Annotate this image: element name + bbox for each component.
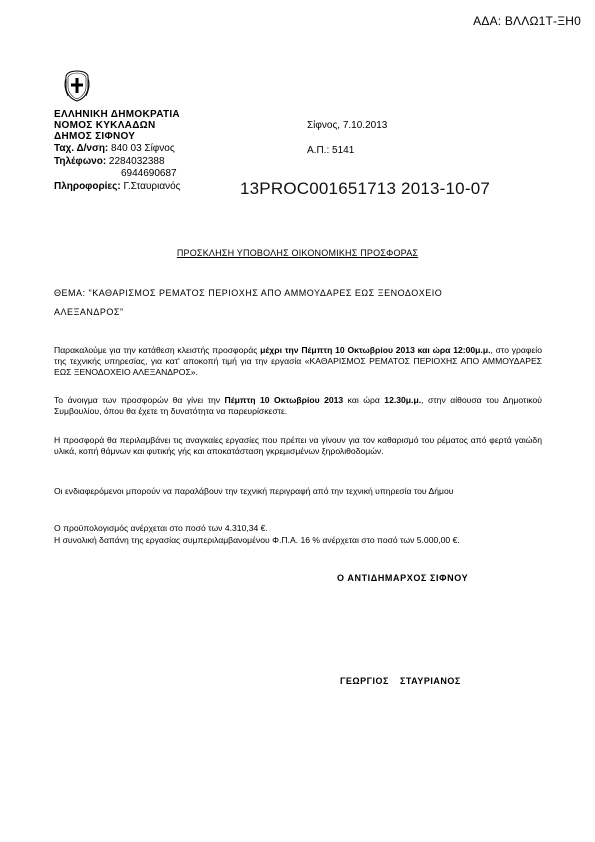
phone-line — [54, 156, 165, 167]
document-title: ΠΡΟΣΚΛΗΣΗ ΥΠΟΒΟΛΗΣ ΟΙΚΟΝΟΜΙΚΗΣ ΠΡΟΣΦΟΡΑΣ — [176, 248, 419, 258]
p2-text: Το άνοιγμα των προσφορών θα γίνει την — [54, 395, 225, 405]
header-municipality: ΔΗΜΟΣ ΣΙΦΝΟΥ — [54, 131, 136, 142]
header-republic: ΕΛΛΗΝΙΚΗ ΔΗΜΟΚΡΑΤΙΑ — [54, 109, 180, 120]
protocol-stamp: 13PROC001651713 2013-10-07 — [240, 179, 490, 198]
subject-line-2: ΑΛΕΞΑΝΔΡΟΣ” — [54, 307, 124, 317]
protocol-number: Α.Π.: 5141 — [307, 145, 355, 156]
phone-label: Τηλέφωνο: — [54, 156, 107, 167]
phone-value-2: 6944690687 — [121, 168, 177, 179]
address-line — [54, 143, 175, 154]
info-label: Πληροφορίες: — [54, 181, 121, 192]
paragraph-budget: Ο προϋπολογισμός ανέρχεται στο ποσό των 4.310,34 €. — [54, 523, 268, 533]
ada-code: ΑΔΑ: ΒΛΛΩ1Τ-ΞΗ0 — [473, 14, 581, 28]
p2-text-cont: , στην αίθουσα του Δημοτικού Συμβουλίου, όπου θα έχετε τη δυνατότητα να παρευρίσκεστε. — [54, 395, 542, 416]
paragraph-scope: Η προσφορά θα περιλαμβάνει τις αναγκαίες εργασίες που πρέπει να γίνουν για τον καθαρισμό του ρέματος από φερτά γαιώδη υλικά, κοπή θάμνων και φυτικής γής και αποκατάσταση γκρεμισμένων ξηρολιθοδομών. — [54, 435, 542, 456]
address-label: Ταχ. Δ/νση: — [54, 143, 109, 154]
subject-line-1: ΘΕΜΑ: "ΚΑΘΑΡΙΣΜΟΣ ΡΕΜΑΤΟΣ ΠΕΡΙΟΧΗΣ ΑΠΟ ΑΜΜΟΥΔΑΡΕΣ ΕΩΣ ΞΕΝΟΔΟΧΕΙΟ — [54, 288, 443, 298]
greek-emblem-icon — [64, 70, 90, 102]
p1-text: Παρακαλούμε για την κατάθεση κλειστής προσφοράς — [54, 345, 261, 355]
paragraph-submission — [54, 345, 542, 378]
p2-time: 12.30μ.μ. — [384, 395, 422, 405]
header-prefecture: ΝΟΜΟΣ ΚΥΚΛΑΔΩΝ — [54, 120, 156, 131]
phone-value: 2284032388 — [106, 156, 165, 167]
p2-text-mid: και ώρα — [343, 395, 385, 405]
p1-text-cont: , στο γραφείο της τεχνικής υπηρεσίας, για κατ' αποκοπή τιμή για την εργασία «ΚΑΘΑΡΙΣΜΟΣ ΡΕΜΑΤΟΣ ΠΕΡΙΟΧΗΣ ΑΠΟ ΑΜΜΟΥΔΑΡΕΣ ΕΩΣ ΞΕΝΟΔΟΧΕΙΟ ΑΛΕΞΑΝΔΡΟΣ». — [54, 345, 542, 377]
info-line — [54, 181, 181, 192]
signature-title: Ο ΑΝΤΙΔΗΜΑΡΧΟΣ ΣΙΦΝΟΥ — [337, 573, 469, 583]
info-value: Γ.Σταυριανός — [120, 181, 181, 192]
paragraph-total-cost: Η συνολική δαπάνη της εργασίας συμπεριλαμβανομένου Φ.Π.Α. 16 % ανέρχεται στο ποσό των 5.000,00 €. — [54, 535, 460, 545]
paragraph-opening — [54, 395, 542, 417]
signature-name: ΓΕΩΡΓΙΟΣ ΣΤΑΥΡΙΑΝΟΣ — [340, 676, 461, 686]
p2-date: Πέμπτη 10 Οκτωβρίου 2013 — [224, 395, 344, 405]
p1-deadline: μέχρι την Πέμπτη 10 Οκτωβρίου 2013 και ώρα 12:00μ.μ. — [260, 345, 491, 355]
place-date: Σίφνος, 7.10.2013 — [307, 120, 388, 131]
paragraph-description: Οι ενδιαφερόμενοι μπορούν να παραλάβουν την τεχνική περιγραφή από την τεχνική υπηρεσία του Δήμου — [54, 486, 454, 496]
address-value: 840 03 Σίφνος — [108, 143, 175, 154]
